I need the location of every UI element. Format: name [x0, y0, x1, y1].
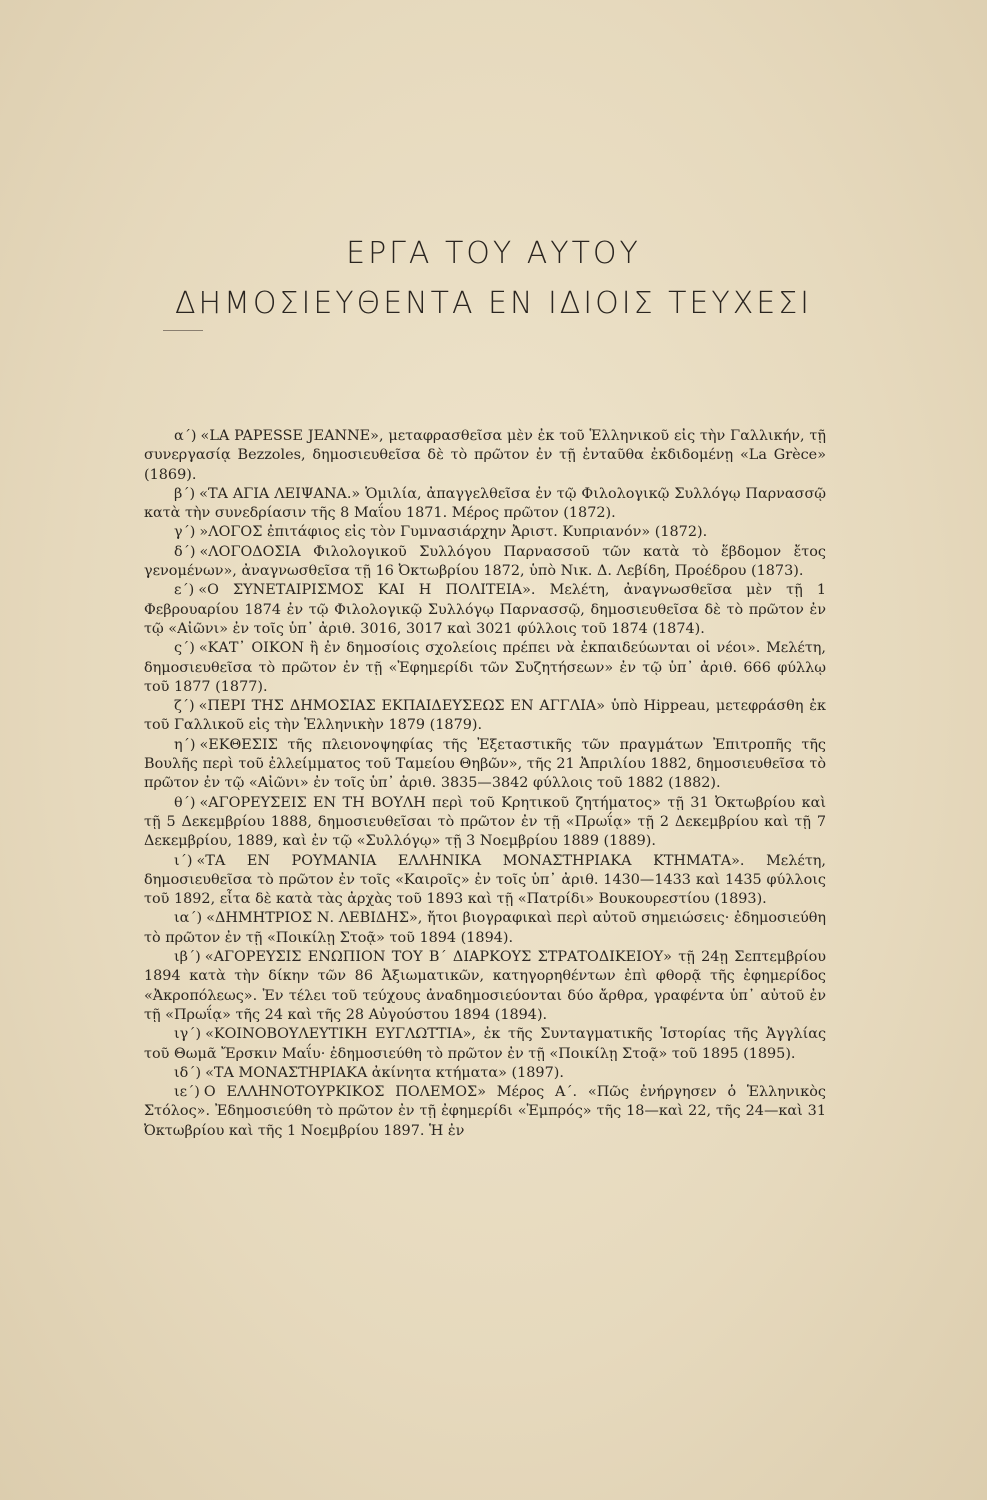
entry-text: «ΔΗΜΗΤΡΙΟΣ Ν. ΛΕΒΙΔΗΣ», ἤτοι βιογραφικαὶ περὶ αὐτοῦ σημειώσεις· ἐδημοσιεύθη τὸ πρῶτον ἐν τῇ «Ποικίλῃ Στοᾷ» τοῦ 1894 (1894).: [144, 910, 826, 946]
list-item: [144, 523, 826, 542]
entry-text: «ΛΟΓΟΔΟΣΙΑ Φιλολογικοῦ Συλλόγου Παρνασσοῦ τῶν κατὰ τὸ ἕβδομον ἔτος γενομένων», ἀναγνωσθεῖσα τῇ 16 Ὀκτωβρίου 1872, ὑπὸ Νικ. Δ. Λεβίδη, Προέδρου (1873).: [144, 543, 826, 580]
entry-text: «Ο ΣΥΝΕΤΑΙΡΙΣΜΟΣ ΚΑΙ Η ΠΟΛΙΤΕΙΑ». Μελέτη, ἀναγνωσθεῖσα μὲν τῇ 1 Φεβρουαρίου 1874 ἐν τῷ Φιλολογικῷ Συλλόγῳ Παρνασσῷ, δημοσιευθεῖσα δὲ τὸ πρῶτον ἐν τῷ «Αἰῶνι» ἐν τοῖς ὑπ᾿ ἀριθ. 3016, 3017 καὶ 3021 φύλλοις τοῦ 1874 (1874).: [144, 582, 826, 637]
entry-number: ιδ΄): [174, 1064, 202, 1081]
entry-text: «LA PAPESSE JEANNE», μεταφρασθεῖσα μὲν ἐκ τοῦ Ἑλληνικοῦ εἰς τὴν Γαλλικήν, τῇ συνεργασίᾳ Bezzoles, δημοσιευθεῖσα δὲ τὸ πρῶτον ἐν τῇ ἐνταῦθα ἐκδιδομένῃ «La Grèce» (1869).: [144, 428, 826, 483]
list-item: [144, 909, 826, 948]
list-item: [144, 736, 826, 794]
entry-text: «ΑΓΟΡΕΥΣΙΣ ΕΝΩΠΙΟΝ ΤΟΥ Β΄ ΔΙΑΡΚΟΥΣ ΣΤΡΑΤΟΔΙΚΕΙΟΥ» τῇ 24ῃ Σεπτεμβρίου 1894 κατὰ τὴν δίκην τῶν 86 Ἀξιωματικῶν, κατηγορηθέντων ἐπὶ φθορᾷ τῆς ἐφημερίδος «Ἀκροπόλεως». Ἐν τέλει τοῦ τεύχους ἀναδημοσιεύονται δύο ἄρθρα, γραφέντα ὑπ᾿ αὐτοῦ ἐν τῇ «Πρωΐᾳ» τῆς 24 καὶ τῆς 28 Αὐγούστου 1894 (1894).: [144, 949, 826, 1023]
entry-text: «ΤΑ ΕΝ ΡΟΥΜΑΝΙΑ ΕΛΛΗΝΙΚΑ ΜΟΝΑΣΤΗΡΙΑΚΑ ΚΤΗΜΑΤΑ». Μελέτη, δημοσιευθεῖσα τὸ πρῶτον ἐν τοῖς «Καιροῖς» ἐν τοῖς ὑπ᾿ ἀριθ. 1430—1433 καὶ 1435 φύλλοις τοῦ 1892, εἶτα δὲ κατὰ τὰς ἀρχὰς τοῦ 1893 καὶ τῇ «Πατρίδι» Βουκουρεστίου (1893).: [144, 852, 826, 908]
list-item: [144, 948, 826, 1025]
list-item: [144, 639, 826, 697]
decorative-dash: [163, 330, 203, 331]
entry-text: Ο ΕΛΛΗΝΟΤΟΥΡΚΙΚΟΣ ΠΟΛΕΜΟΣ» Μέρος Α΄. «Πῶς ἐνήργησεν ὁ Ἑλληνικὸς Στόλος». Ἐδημοσιεύθη τὸ πρῶτον ἐν τῇ ἐφημερίδι «Ἐμπρός» τῆς 18—καὶ 22, τῆς 24—καὶ 31 Ὀκτωβρίου καὶ τῆς 1 Νοεμβρίου 1897. Ἡ ἐν: [144, 1084, 826, 1139]
entry-text: «ΚΑΤ᾿ ΟΙΚΟΝ ἢ ἐν δημοσίοις σχολείοις πρέπει νὰ ἐκπαιδεύωνται οἱ νέοι». Μελέτη, δημοσιευθεῖσα τὸ πρῶτον ἐν τῇ «Ἐφημερίδι τῶν Συζητήσεων» ἐν τῷ ὑπ᾿ ἀριθ. 666 φύλλῳ τοῦ 1877 (1877).: [144, 640, 826, 695]
entry-number: γ΄): [174, 524, 196, 541]
entry-text: «ΕΚΘΕΣΙΣ τῆς πλειονοψηφίας τῆς Ἐξεταστικῆς τῶν πραγμάτων Ἐπιτροπῆς τῆς Βουλῆς περὶ τοῦ ἐλλείμματος τοῦ Ταμείου Θηβῶν», τῆς 21 Ἀπριλίου 1882, δημοσιευθεῖσα τὸ πρῶτον ἐν τῷ «Αἰῶνι» ἐν τοῖς ὑπ᾿ ἀριθ. 3835—3842 φύλλοις τοῦ 1882 (1882).: [144, 736, 826, 792]
entry-number: δ΄): [174, 543, 196, 560]
list-item: [144, 1064, 826, 1083]
entry-number: ιβ΄): [174, 949, 201, 966]
list-item: [144, 852, 826, 910]
entry-text: «ΤΑ ΑΓΙΑ ΛΕΙΨΑΝΑ.» Ὁμιλία, ἀπαγγελθεῖσα ἐν τῷ Φιλολογικῷ Συλλόγῳ Παρνασσῷ κατὰ τὴν συνεδρίασιν τῆς 8 Μαΐου 1871. Μέρος πρῶτον (1872).: [144, 485, 826, 522]
entry-number: β΄): [174, 485, 196, 502]
list-item: [144, 581, 826, 639]
entry-number: ζ΄): [174, 698, 195, 715]
entry-number: ς΄): [174, 640, 195, 657]
entry-number: ε΄): [174, 582, 195, 599]
entry-text: «ΚΟΙΝΟΒΟΥΛΕΥΤΙΚΗ ΕΥΓΛΩΤΤΙΑ», ἐκ τῆς Συνταγματικῆς Ἱστορίας τῆς Ἀγγλίας τοῦ Θωμᾶ Ἔρσκιν Μαΐυ· ἐδημοσιεύθη τὸ πρῶτον ἐν τῇ «Ποικίλῃ Στοᾷ» τοῦ 1895 (1895).: [144, 1026, 826, 1062]
entry-text: «ΤΑ ΜΟΝΑΣΤΗΡΙΑΚΑ ἀκίνητα κτήματα» (1897).: [205, 1064, 564, 1081]
entry-text: «ΠΕΡΙ ΤΗΣ ΔΗΜΟΣΙΑΣ ΕΚΠΑΙΔΕΥΣΕΩΣ ΕΝ ΑΓΓΛΙΑ» ὑπὸ Hippeau, μετεφράσθη ἐκ τοῦ Γαλλικοῦ εἰς τὴν Ἑλληνικὴν 1879 (1879).: [144, 698, 826, 734]
entry-number: α΄): [174, 428, 197, 444]
entry-number: ι΄): [174, 852, 193, 869]
entry-number: ιγ΄): [174, 1026, 202, 1043]
list-item: [144, 543, 826, 582]
list-item: [144, 1083, 826, 1141]
entry-number: η΄): [174, 736, 196, 753]
list-item: [144, 427, 826, 485]
works-list: [144, 427, 826, 1141]
entry-number: ιε΄): [174, 1084, 200, 1101]
heading-line-1: ΕΡΓΑ ΤΟΥ ΑΥΤΟΥ: [346, 236, 641, 271]
list-item: [144, 1025, 826, 1064]
entry-number: θ΄): [174, 794, 196, 811]
list-item: [144, 485, 826, 524]
list-item: [144, 794, 826, 852]
entry-text: »ΛΟΓΟΣ ἐπιτάφιος εἰς τὸν Γυμνασιάρχην Ἀριστ. Κυπριανόν» (1872).: [199, 524, 708, 541]
list-item: [144, 697, 826, 736]
heading-line-2: ΔΗΜΟΣΙΕΥΘΕΝΤΑ ΕΝ ΙΔΙΟΙΣ ΤΕΥΧΕΣΙ: [174, 286, 813, 321]
entry-number: ια΄): [174, 910, 203, 927]
entry-text: «ΑΓΟΡΕΥΣΕΙΣ ΕΝ ΤΗ ΒΟΥΛΗ περὶ τοῦ Κρητικοῦ ζητήματος» τῇ 31 Ὀκτωβρίου καὶ τῇ 5 Δεκεμβρίου 1888, δημοσιευθεῖσαι τὸ πρῶτον ἐν τῇ «Πρωΐᾳ» τῇ 2 Δεκεμβρίου καὶ τῇ 7 Δεκεμβρίου, 1889, καὶ ἐν τῷ «Συλλόγῳ» τῇ 3 Νοεμβρίου 1889 (1889).: [144, 794, 826, 850]
